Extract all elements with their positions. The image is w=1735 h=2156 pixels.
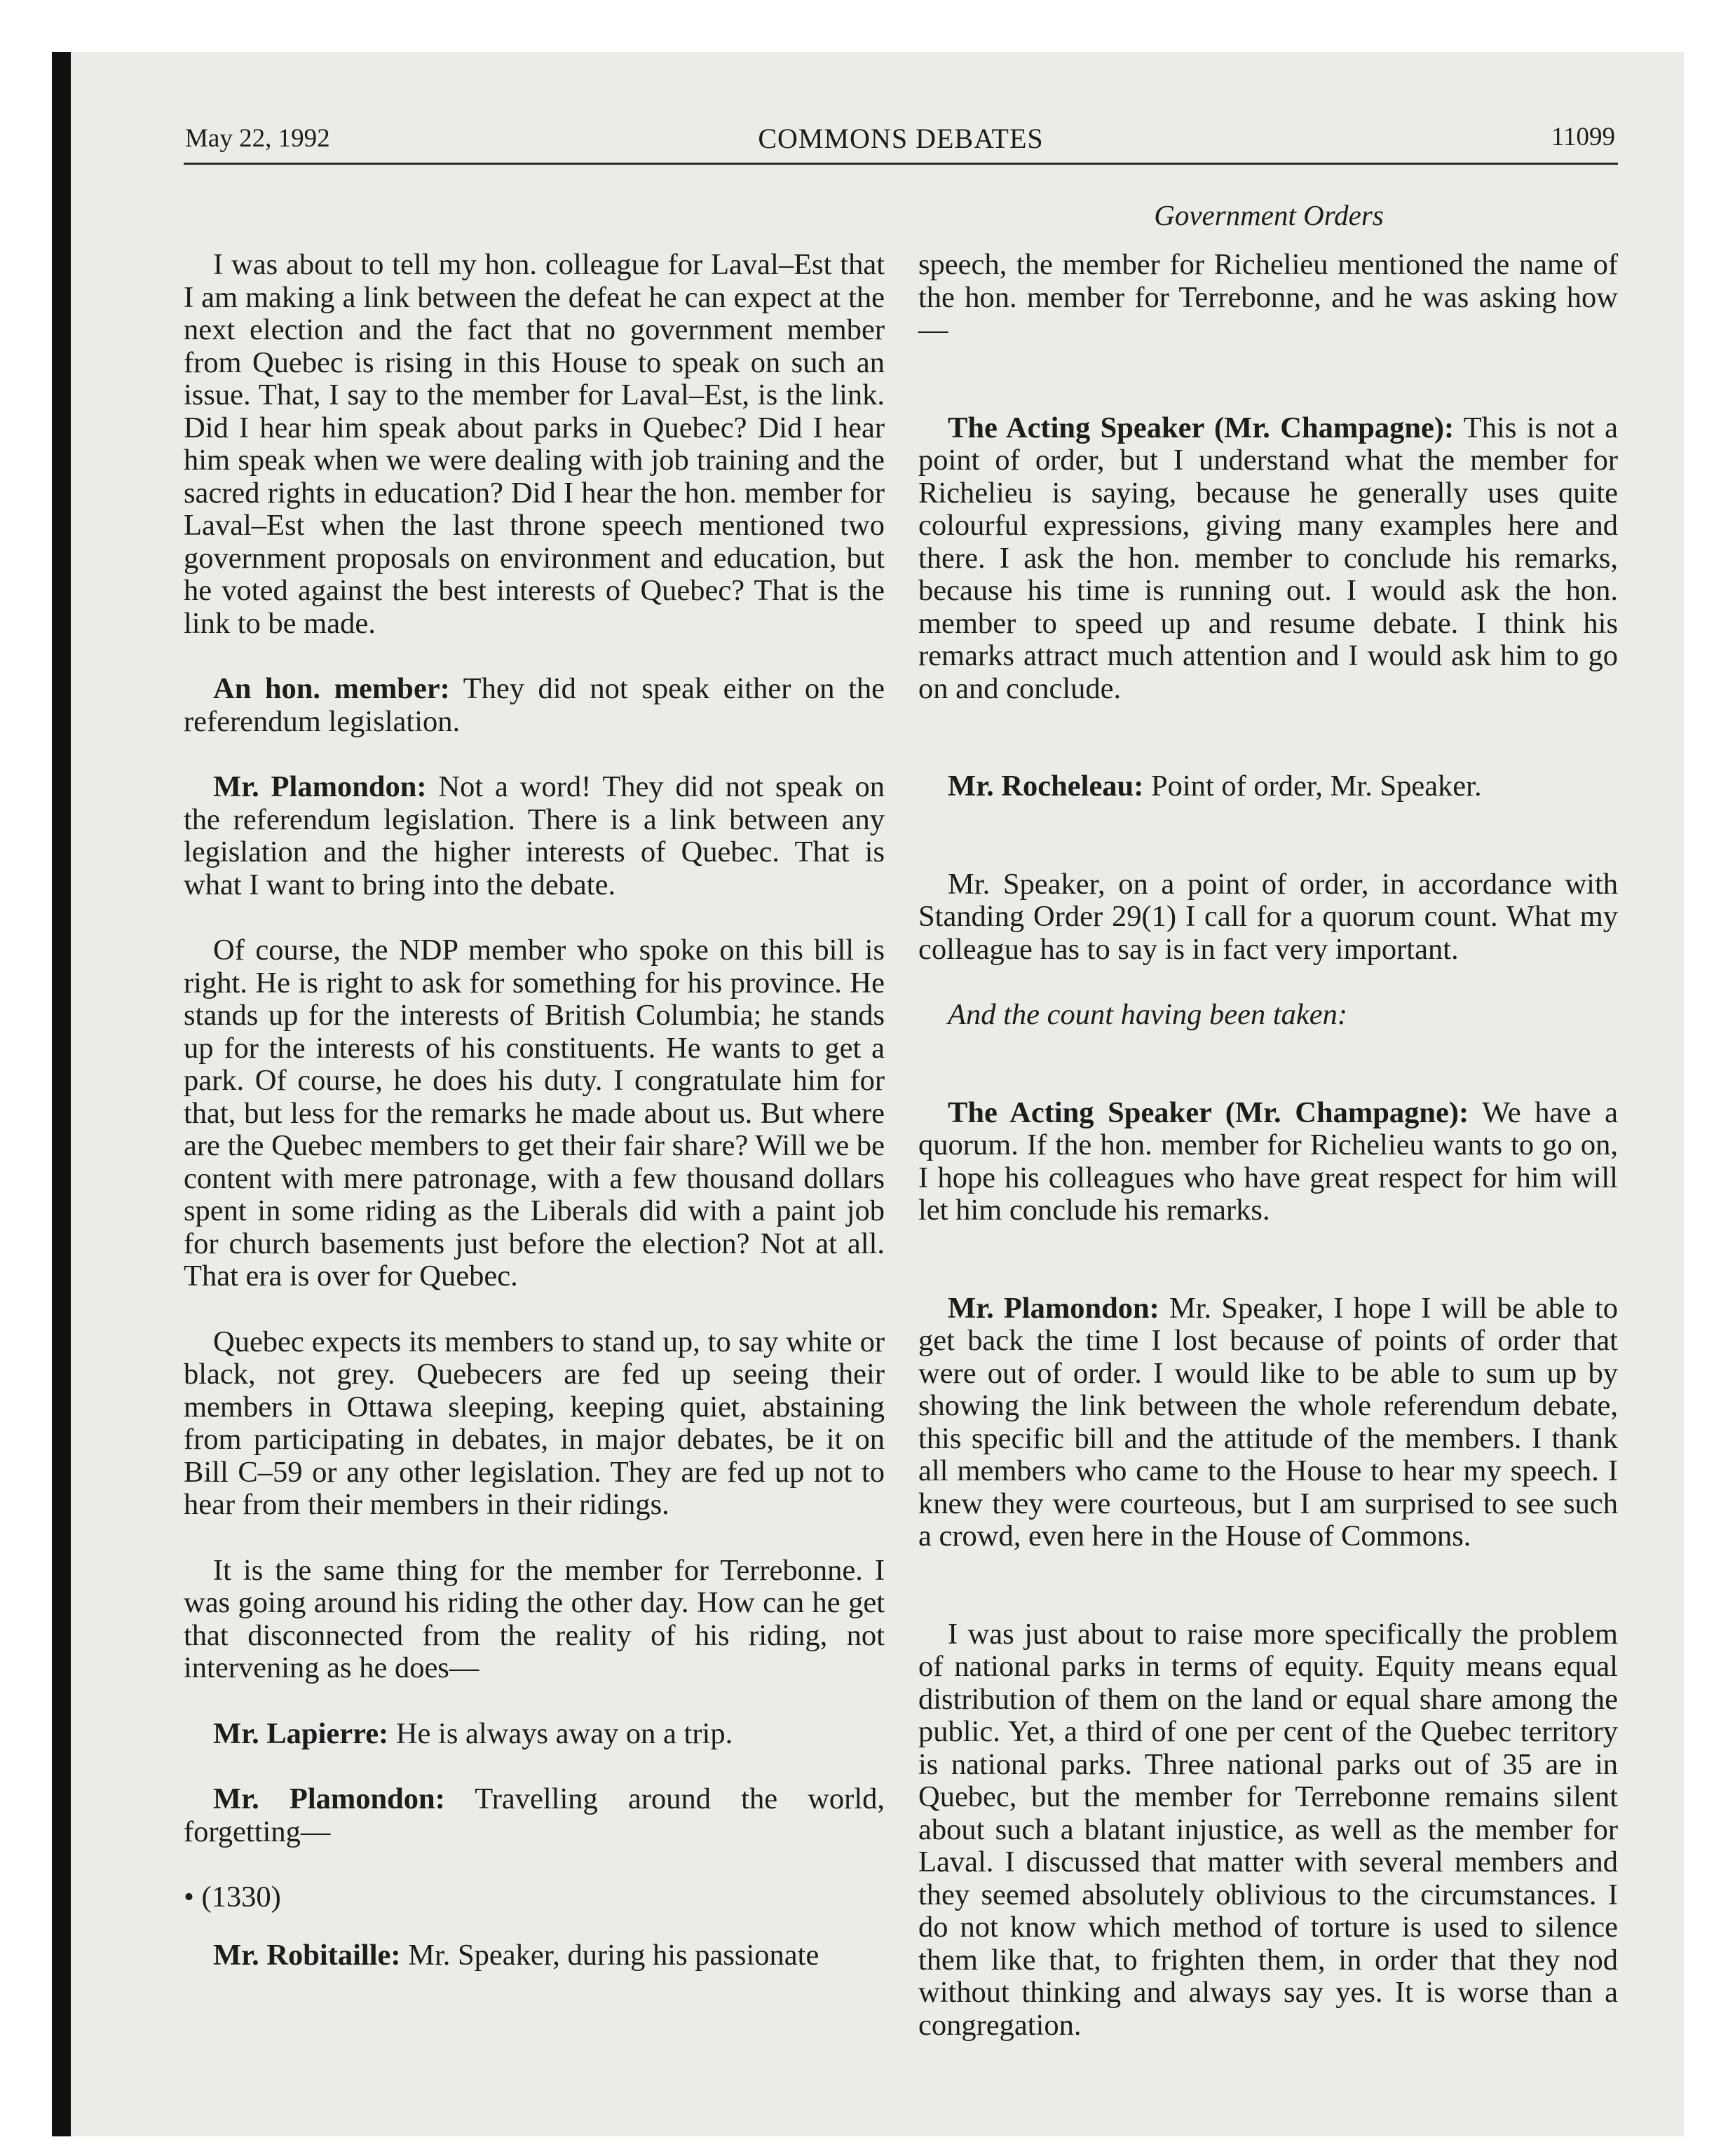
left-column	[184, 249, 885, 2005]
speech-text: We have a quorum. If the hon. member for Richelieu wants to go on, I hope his colleagues who have great respect for him will let him conclude his remarks.	[918, 1096, 1619, 1227]
paragraph	[184, 249, 885, 640]
speaker-name: The Acting Speaker (Mr. Champagne):	[948, 1096, 1469, 1129]
time-marker	[184, 1881, 885, 1914]
paragraph	[184, 771, 885, 901]
paragraph	[918, 1292, 1618, 1553]
right-column	[918, 249, 1618, 2075]
paragraph	[184, 1939, 885, 1972]
speech-text: This is not a point of order, but I understand what the member for Richelieu is saying, because he generally uses quite colourful expressions, giving many examples here and there. I ask the hon. member to conclude his remarks, because his time is running out. I would ask the hon. member to speed up and resume debate. I think his remarks attract much attention and I would ask him to go on and conclude.	[918, 411, 1619, 705]
header-title: COMMONS DEBATES	[758, 123, 1044, 154]
paragraph	[918, 1097, 1618, 1227]
paragraph	[184, 1326, 885, 1522]
speech-text: He is always away on a trip.	[395, 1717, 733, 1750]
paragraph	[918, 868, 1618, 967]
page-header	[184, 121, 1618, 165]
time-stamp: • (1330)	[184, 1881, 281, 1913]
speech-text: Mr. Speaker, during his passionate	[408, 1938, 819, 1972]
speech-text: speech, the member for Richelieu mentioned the name of the hon. member for Terrebonne, and he was asking how—	[918, 248, 1618, 346]
speech-text: Point of order, Mr. Speaker.	[1150, 770, 1482, 803]
speaker-name: Mr. Lapierre:	[213, 1717, 389, 1750]
speaker-name: Mr. Plamondon:	[948, 1291, 1159, 1325]
paragraph	[918, 249, 1618, 347]
speaker-name: An hon. member:	[213, 672, 450, 705]
paragraph	[184, 1555, 885, 1685]
speaker-name: The Acting Speaker (Mr. Champagne):	[948, 411, 1455, 444]
speaker-name: Mr. Rocheleau:	[948, 770, 1144, 803]
speech-text: It is the same thing for the member for Terrebonne. I was going around his riding the other day. How can he get that disconnected from the reality of his riding, not intervening as he does—	[184, 1553, 885, 1684]
paragraph	[184, 1718, 885, 1751]
speech-text: Not a word! They did not speak on the referendum legislation. There is a link between any legislation and the higher interests of Quebec. That is what I want to bring into the debate.	[184, 770, 885, 901]
speech-text: Mr. Speaker, I hope I will be able to get back the time I lost because of points of order that were out of order. I would like to be able to sum up by showing the link between the whole referendum debate, this specific bill and the attitude of the members. I thank all members who came to the House to hear my speech. I knew they were courteous, but I am surprised to see such a crowd, even here in the House of Commons.	[918, 1291, 1618, 1553]
header-date: May 22, 1992	[185, 124, 330, 153]
speech-text: Quebec expects its members to stand up, to say white or black, not grey. Quebecers are fed up seeing their members in Ottawa sleeping, keeping quiet, abstaining from participating in debates, in major debates, be it on Bill C–59 or any other legislation. They are fed up not to hear from their members in their ridings.	[184, 1325, 885, 1521]
section-title: Government Orders	[1154, 199, 1384, 231]
stage-direction	[918, 999, 1618, 1032]
paragraph	[184, 934, 885, 1293]
paragraph	[918, 412, 1618, 706]
speaker-name: Mr. Robitaille:	[213, 1938, 401, 1972]
speech-text: Mr. Speaker, on a point of order, in accordance with Standing Order 29(1) I call for a quorum count. What my colleague has to say is in fact very important.	[918, 867, 1618, 966]
paragraph	[184, 1783, 885, 1848]
speech-text: Of course, the NDP member who spoke on this bill is right. He is right to ask for something for his province. He stands up for the interests of British Columbia; he stands up for the interests of his constituents. He wants to get a park. Of course, he does his duty. I congratulate him for that, but less for the remarks he made about us. But where are the Quebec members to get their fair share? Will we be content with mere patronage, with a few thousand dollars spent in some riding as the Liberals did with a paint job for church basements just before the election? Not at all. That era is over for Quebec.	[184, 934, 885, 1292]
speech-text: And the count having been taken:	[948, 998, 1348, 1031]
page-number: 11099	[1551, 123, 1615, 151]
paragraph	[918, 770, 1618, 803]
speaker-name: Mr. Plamondon:	[213, 1782, 445, 1815]
speech-text: I was just about to raise more specifically the problem of national parks in terms of equity. Equity means equal distribution of them on the land or equal share among the public. Yet, a third of one per cent of the Quebec territory is national parks. Three national parks out of 35 are in Quebec, but the member for Terrebonne remains silent about such a blatant injustice, as well as the member for Laval. I discussed that matter with several members and they seemed absolutely oblivious to the circumstances. I do not know which method of torture is used to silence them like that, to frighten them, in order that they nod without thinking and always say yes. It is worse than a congregation.	[918, 1617, 1618, 2042]
paragraph	[184, 673, 885, 738]
speech-text: Travelling around the world, forgetting—	[184, 1782, 885, 1848]
scan-binding-edge	[52, 52, 71, 2136]
paragraph	[918, 1618, 1618, 2042]
speech-text: They did not speak either on the referendum legislation.	[184, 672, 885, 738]
speech-text: I was about to tell my hon. colleague for Laval–Est that I am making a link between the defeat he can expect at the next election and the fact that no government member from Quebec is rising in this House to speak on such an issue. That, I say to the member for Laval–Est, is the link. Did I hear him speak about parks in Quebec? Did I hear him speak when we were dealing with job training and the sacred rights in education? Did I hear the hon. member for Laval–Est when the last throne speech mentioned two government proposals on environment and education, but he voted against the best interests of Quebec? That is the link to be made.	[184, 248, 885, 640]
speaker-name: Mr. Plamondon:	[213, 770, 427, 803]
